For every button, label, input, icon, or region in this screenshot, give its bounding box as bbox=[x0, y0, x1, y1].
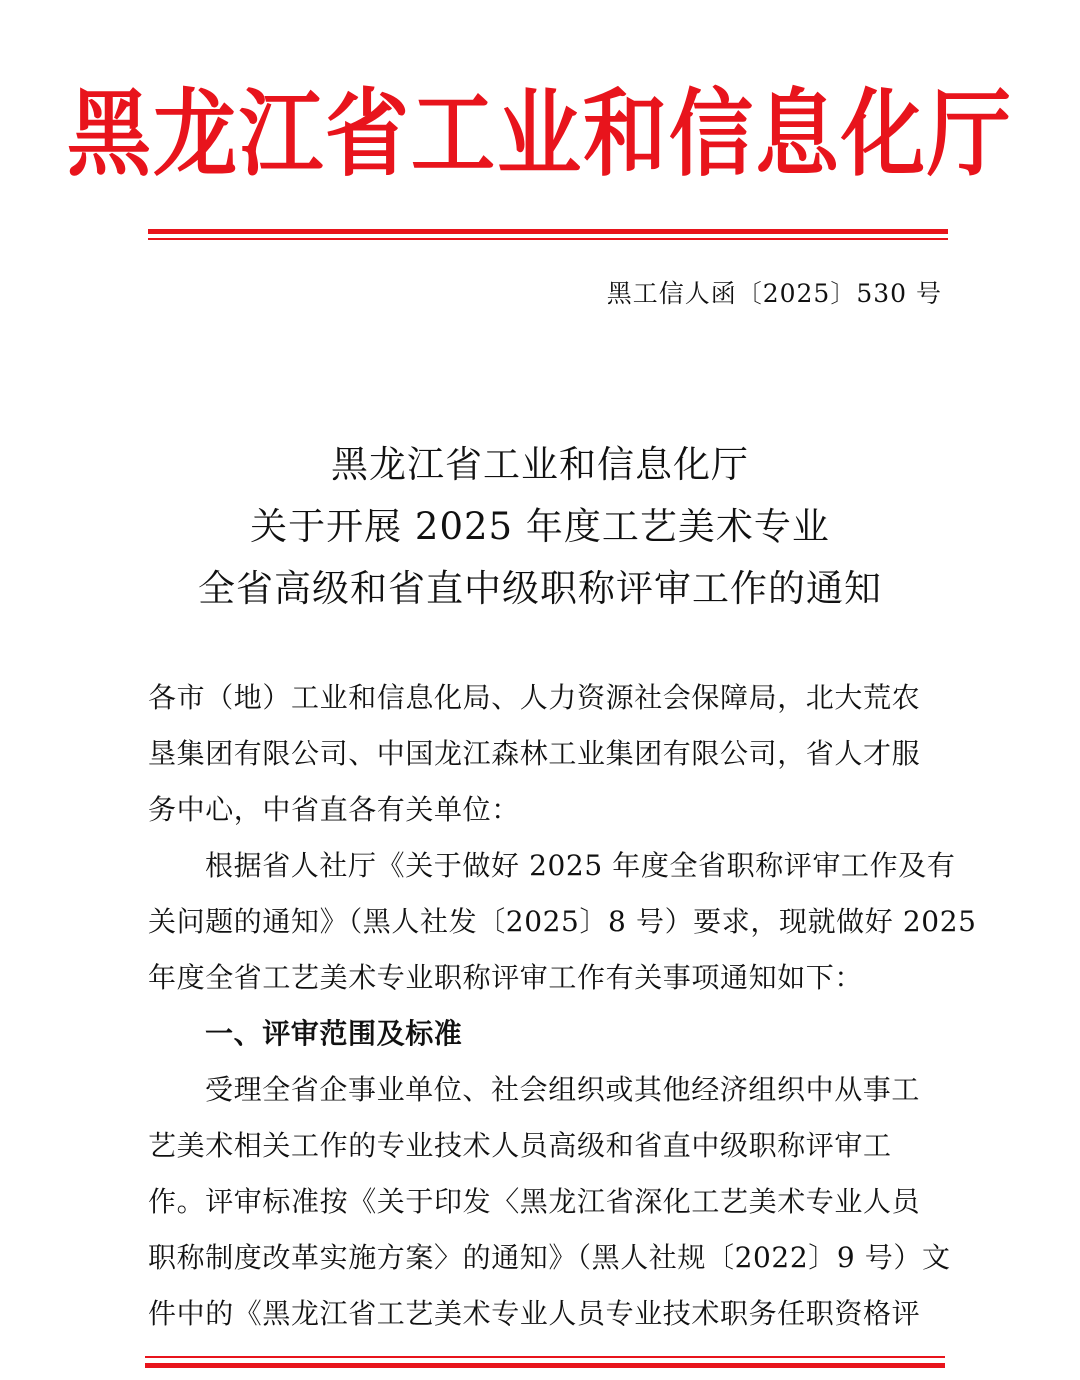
intro-line-2: 关问题的通知》（黑人社发〔2025〕8 号）要求，现就做好 2025 bbox=[148, 905, 977, 938]
document-title-line-3: 全省高级和省直中级职称评审工作的通知 bbox=[198, 567, 882, 610]
footer-divider-thick bbox=[145, 1363, 945, 1368]
masthead-title: 黑龙江省工业和信息化厅 bbox=[66, 79, 1013, 189]
document-title-line-2: 关于开展 2025 年度工艺美术专业 bbox=[250, 505, 830, 548]
addressee-line-3: 务中心，中省直各有关单位： bbox=[148, 793, 520, 826]
masthead-divider-thick bbox=[148, 229, 948, 234]
addressee-line-1: 各市（地）工业和信息化局、人力资源社会保障局，北大荒农 bbox=[148, 681, 921, 714]
section-1-line-2: 艺美术相关工作的专业技术人员高级和省直中级职称评审工 bbox=[148, 1129, 892, 1162]
section-1-heading: 一、评审范围及标准 bbox=[205, 1017, 463, 1050]
section-1-line-5: 件中的《黑龙江省工艺美术专业人员专业技术职务任职资格评 bbox=[148, 1297, 921, 1330]
section-1-line-4: 职称制度改革实施方案〉的通知》（黑人社规〔2022〕9 号）文 bbox=[148, 1241, 951, 1274]
intro-line-3: 年度全省工艺美术专业职称评审工作有关事项通知如下： bbox=[148, 961, 864, 994]
document-title-line-1: 黑龙江省工业和信息化厅 bbox=[331, 443, 749, 486]
document-number: 黑工信人函〔2025〕530 号 bbox=[606, 279, 942, 308]
masthead-divider-thin bbox=[148, 238, 948, 240]
intro-line-1: 根据省人社厅《关于做好 2025 年度全省职称评审工作及有 bbox=[205, 849, 956, 882]
addressee-line-2: 垦集团有限公司、中国龙江森林工业集团有限公司，省人才服 bbox=[148, 737, 921, 770]
section-1-line-1: 受理全省企事业单位、社会组织或其他经济组织中从事工 bbox=[205, 1073, 921, 1106]
footer-divider-thin bbox=[145, 1356, 945, 1358]
section-1-line-3: 作。评审标准按《关于印发〈黑龙江省深化工艺美术专业人员 bbox=[148, 1185, 921, 1218]
